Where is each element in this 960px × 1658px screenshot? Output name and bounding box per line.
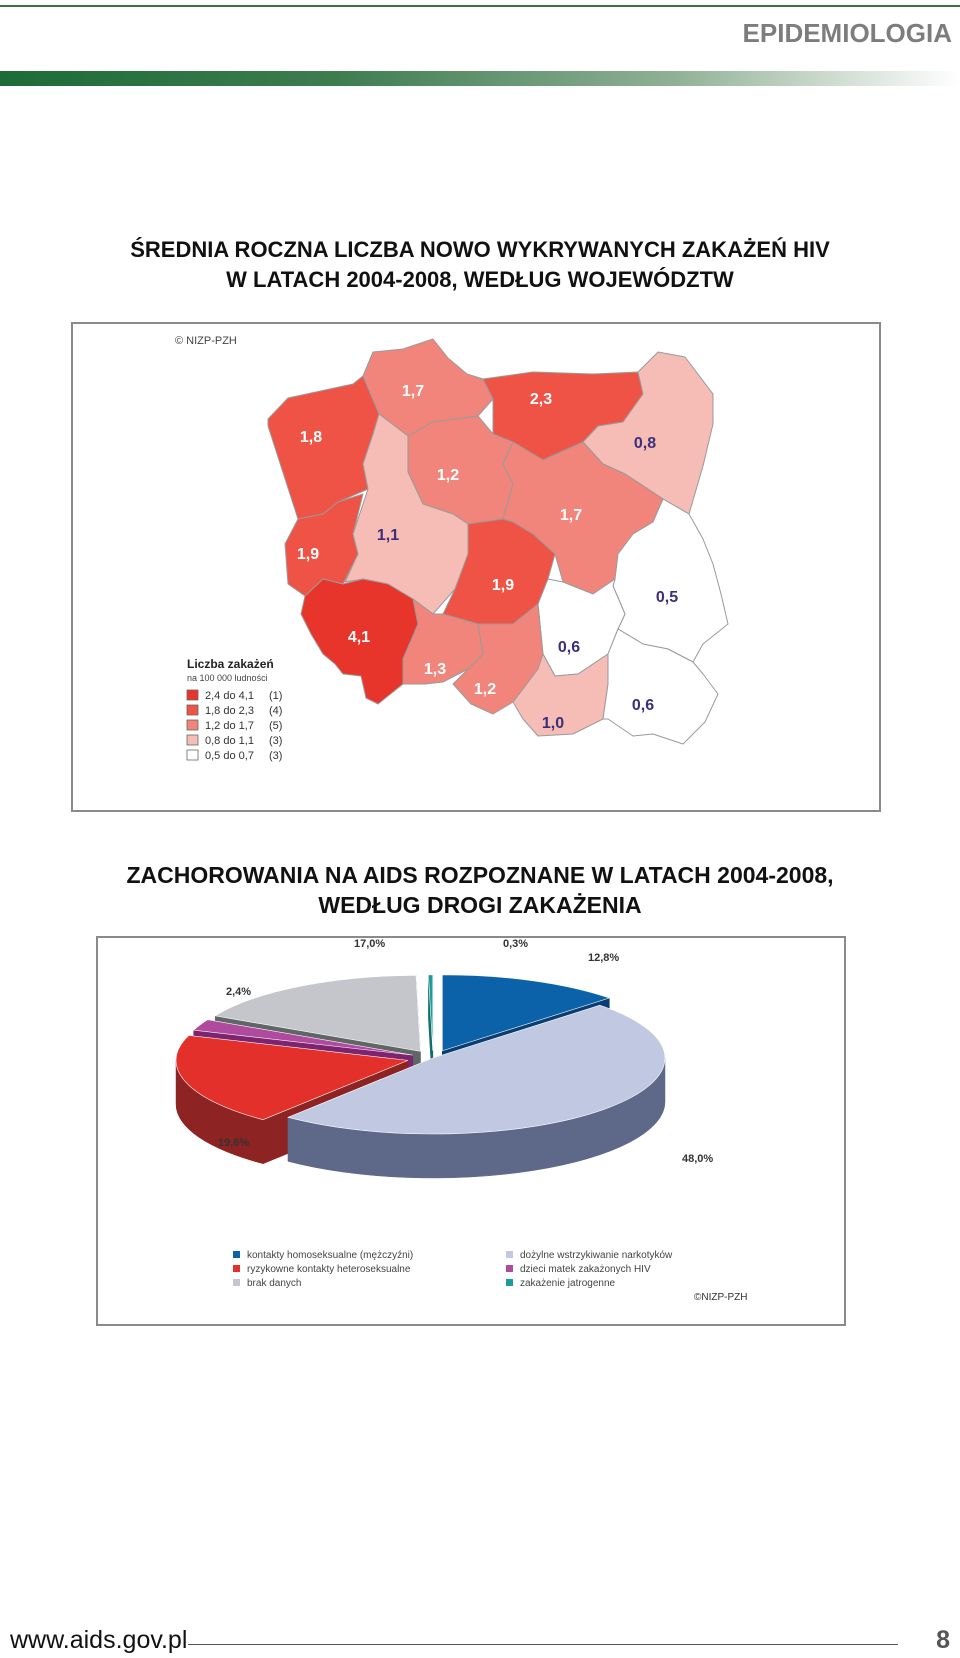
map-value-pomorskie: 1,7	[401, 383, 425, 400]
map-value-opolskie: 1,3	[423, 661, 447, 678]
legend-count: (1)	[269, 690, 283, 702]
map-legend	[187, 657, 282, 762]
map-value-wielkopolskie: 1,1	[376, 527, 400, 544]
pie-legend-label: ryzykowne kontakty heteroseksualne	[247, 1264, 411, 1275]
pie-value-label: 12,8%	[588, 952, 620, 964]
map-value-lodzkie: 1,9	[491, 577, 515, 594]
legend-label: 0,5 do 0,7	[205, 750, 254, 762]
pie-legend-label: brak danych	[247, 1278, 302, 1289]
legend-swatch	[187, 720, 198, 730]
legend-swatch	[187, 705, 198, 715]
pie-legend-swatch	[506, 1279, 513, 1286]
map-value-malopolskie: 1,0	[541, 715, 565, 732]
pie-legend-label: dzieci matek zakażonych HIV	[520, 1264, 651, 1275]
legend-label: 1,2 do 1,7	[205, 720, 254, 732]
legend-swatch	[187, 750, 198, 760]
pie-legend-swatch	[233, 1265, 240, 1272]
page-number: 8	[936, 1626, 950, 1654]
section-header: EPIDEMIOLOGIA	[742, 18, 952, 48]
map-value-warminsko-mazurskie: 2,3	[529, 391, 553, 408]
map-copyright: © NIZP-PZH	[175, 335, 237, 347]
map-title-line-1: ŚREDNIA ROCZNA LICZBA NOWO WYKRYWANYCH ZAKAŻEŃ HIV	[130, 237, 830, 262]
top-rule	[0, 5, 960, 7]
pie-chart	[98, 938, 844, 1324]
map-frame	[71, 322, 881, 812]
legend-label: 1,8 do 2,3	[205, 705, 254, 717]
map-value-podlaskie: 0,8	[633, 435, 657, 452]
header-gradient-bar	[0, 71, 960, 86]
map-value-lubelskie: 0,5	[655, 589, 679, 606]
map-value-dolnoslaskie: 4,1	[347, 629, 371, 646]
map-value-lubuskie: 1,9	[296, 546, 320, 563]
map-value-kujawsko-pomorskie: 1,2	[436, 467, 460, 484]
pie-value-label: 48,0%	[682, 1153, 714, 1165]
legend-title: Liczba zakażeń	[187, 657, 274, 671]
legend-count: (3)	[269, 735, 283, 747]
map-value-swietokrzyskie: 0,6	[557, 639, 581, 656]
footer-url[interactable]: www.aids.gov.pl	[10, 1626, 188, 1654]
legend-swatch	[187, 735, 198, 745]
map-value-slaskie: 1,2	[473, 681, 497, 698]
pie-legend-swatch	[233, 1251, 240, 1258]
pie-legend-swatch	[506, 1251, 513, 1258]
pie-legend-swatch	[233, 1279, 240, 1286]
pie-legend-label: dożylne wstrzykiwanie narkotyków	[520, 1250, 673, 1261]
legend-count: (4)	[269, 705, 283, 717]
pie-title-line-1: ZACHOROWANIA NA AIDS ROZPOZNANE W LATACH 2004-2008,	[126, 862, 834, 888]
pie-value-label: 0,3%	[503, 938, 529, 950]
pie-value-label: 17,0%	[354, 938, 386, 950]
map-title	[0, 235, 960, 295]
legend-subtitle: na 100 000 ludności	[187, 673, 268, 683]
pie-legend-label: zakażenie jatrogenne	[520, 1278, 616, 1289]
poland-map	[73, 324, 879, 810]
pie-chart-frame	[96, 936, 846, 1326]
legend-count: (3)	[269, 750, 283, 762]
map-value-mazowieckie: 1,7	[559, 507, 583, 524]
pie-title	[0, 860, 960, 920]
footer-rule	[188, 1644, 898, 1645]
legend-count: (5)	[269, 720, 283, 732]
pie-legend-swatch	[506, 1265, 513, 1272]
map-value-zachodniopomorskie: 1,8	[299, 429, 323, 446]
legend-swatch	[187, 690, 198, 700]
pie-value-label: 19,6%	[218, 1137, 250, 1149]
pie-copyright: ©NIZP-PZH	[694, 1292, 748, 1303]
legend-label: 0,8 do 1,1	[205, 735, 254, 747]
pie-legend-label: kontakty homoseksualne (mężczyźni)	[247, 1250, 414, 1261]
pie-value-label: 2,4%	[226, 986, 252, 998]
map-value-podkarpackie: 0,6	[631, 697, 655, 714]
legend-label: 2,4 do 4,1	[205, 690, 254, 702]
map-title-line-2: W LATACH 2004-2008, WEDŁUG WOJEWÓDZTW	[226, 267, 734, 292]
pie-title-line-2: WEDŁUG DROGI ZAKAŻENIA	[318, 892, 642, 918]
